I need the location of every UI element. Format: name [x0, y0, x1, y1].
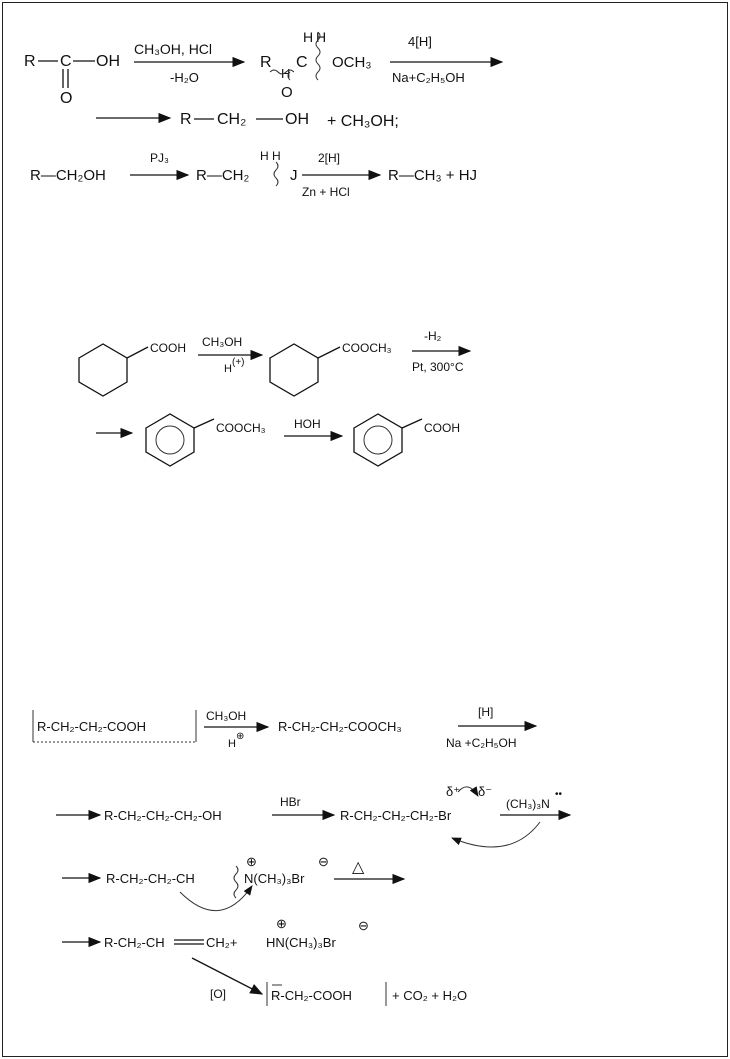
s4-step1-acid: H: [228, 738, 236, 750]
cyclohexane-ring-1: [79, 344, 127, 396]
quat-ammonium: N(CH₃)₃Br: [244, 871, 305, 886]
acid-o: O: [60, 90, 73, 107]
scheme2-alcohol-reduction: [30, 149, 477, 199]
cyclohexane-ring-2: [270, 344, 318, 396]
benzene2-substituent-bond: [402, 419, 422, 428]
esterification-reagent: CH₃OH: [202, 335, 243, 349]
ammonium-salt: HN(CH₃)₃Br: [266, 935, 336, 950]
salt-plus: ⊕: [276, 916, 287, 931]
benzoic-acid: COOH: [424, 421, 460, 435]
amine-lone-pair: ••: [555, 789, 563, 800]
dehydrogenation-reagent: -H₂: [424, 329, 442, 343]
benzene-ring-2-aromatic: [364, 426, 392, 454]
inter-h1: H: [303, 29, 314, 45]
cyclohexane-cooh: COOH: [150, 341, 186, 355]
inter-och3: OCH₃: [332, 54, 372, 71]
inter-r: R: [260, 54, 272, 71]
dehydrogenation-condition: Pt, 300°C: [412, 360, 464, 374]
s4-step1-reagent: CH₃OH: [206, 709, 247, 723]
delta-minus: δ⁻: [478, 784, 493, 799]
final-byproducts: + CO₂ + H₂O: [392, 988, 468, 1003]
s4-step3-reagent: HBr: [280, 795, 301, 809]
ring1-substituent-bond: [127, 347, 148, 358]
quat-cleavage-wavy: [234, 866, 238, 898]
start-acid: R-CH₂-CH₂-COOH: [37, 719, 147, 734]
electron-shift-arrow-2: [452, 822, 540, 847]
esterification-acid-plus: (+): [232, 357, 245, 368]
s4-step1-plus: ⊕: [236, 731, 245, 742]
benzene1-substituent-bond: [194, 419, 214, 428]
electron-shift-arrow-1: [458, 787, 478, 796]
acid-r: R: [24, 53, 36, 70]
s4-step2-condition: Na +C₂H₅OH: [446, 736, 517, 750]
quat-minus: ⊖: [318, 854, 329, 869]
heat-symbol: △: [352, 859, 365, 876]
quat-chain: R-CH₂-CH₂-CH: [106, 871, 195, 886]
step2-condition: Na+C₂H₅OH: [392, 70, 465, 85]
methane-product: R—CH₃ + HJ: [388, 167, 478, 184]
prod-ch2: CH₂: [217, 111, 247, 128]
step2-condition-zn: Zn + HCl: [302, 185, 350, 199]
alkene-start: R-CH₂-CH: [104, 935, 165, 950]
hydrolysis-reagent: HOH: [294, 417, 321, 431]
quat-plus: ⊕: [246, 854, 257, 869]
iodide-j: J: [290, 167, 298, 184]
final-acid: R-CH₂-COOH: [271, 988, 352, 1003]
benzene-ring-2: [354, 414, 402, 466]
ring2-substituent-bond: [318, 347, 340, 358]
acid-c: C: [60, 53, 72, 70]
propanol-product: R-CH₂-CH₂-CH₂-OH: [104, 808, 222, 823]
alcohol: R—CH₂OH: [30, 167, 106, 184]
scheme3-cyclohexane-to-benzoic: [79, 329, 470, 466]
prod-r: R: [180, 111, 192, 128]
cyclohexane-ester: COOCH₃: [342, 341, 392, 355]
inter-c: C: [296, 54, 308, 71]
scheme4-chain-degradation: [33, 705, 570, 1006]
step1-condition: -H₂O: [170, 70, 199, 85]
bromide-product: R-CH₂-CH₂-CH₂-Br: [340, 808, 452, 823]
ester-product: R-CH₂-CH₂-COOCH₃: [278, 719, 402, 734]
benzene-ring-1: [146, 414, 194, 466]
salt-minus: ⊖: [358, 918, 369, 933]
benzene-ring-1-aromatic: [156, 426, 184, 454]
methyl-benzoate: COOCH₃: [216, 421, 266, 435]
iodide-h: H H: [260, 149, 281, 163]
step2-reagent: 4[H]: [408, 34, 432, 49]
prod-methanol: + CH₃OH;: [327, 113, 399, 130]
s4-step2-reagent: [H]: [478, 705, 494, 719]
oxidation-reagent: [O]: [210, 987, 227, 1001]
alkene-end: CH₂+: [206, 935, 238, 950]
step1-reagent-pj3: PJ₃: [150, 151, 169, 165]
iodide-cleavage-wavy: [274, 162, 278, 186]
acid-oh: OH: [96, 53, 120, 70]
electron-shift-arrow-3: [180, 886, 252, 911]
oxidation-arrow: [192, 958, 262, 994]
step1-reagent: CH₃OH, HCl: [134, 41, 213, 57]
inter-h3: H: [281, 66, 291, 81]
iodide-r: R—CH₂: [196, 167, 250, 184]
prod-oh: OH: [285, 111, 309, 128]
scheme1-ester-reduction: [24, 29, 502, 130]
inter-h2: H: [316, 29, 327, 45]
esterification-acid: H: [224, 363, 232, 375]
delta-plus: δ⁺: [446, 784, 461, 799]
inter-o: O: [281, 84, 293, 101]
trimethylamine: (CH₃)₃N: [506, 797, 550, 811]
step2-reagent-2h: 2[H]: [318, 151, 341, 165]
